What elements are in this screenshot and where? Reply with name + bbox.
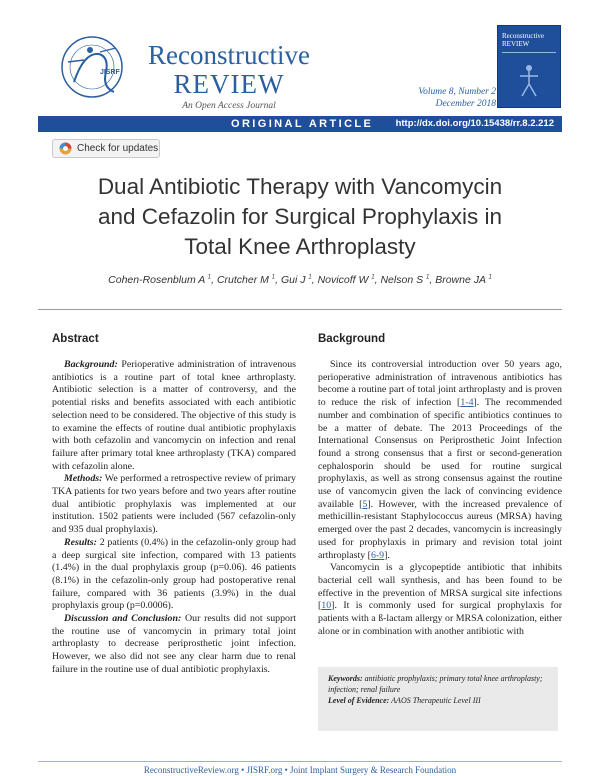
title-line3: Total Knee Arthroplasty (184, 234, 416, 259)
methods-label: Methods: (64, 473, 103, 485)
background-heading: Background (318, 333, 386, 345)
reference-link[interactable]: 5 (362, 498, 368, 510)
background-body (318, 359, 562, 638)
author-name: Browne JA $^1$ (435, 274, 492, 286)
evidence-label: Level of Evidence: (328, 696, 390, 705)
author-affiliation: 1 (426, 274, 430, 281)
background-paragraph-1: Since its controversial introduction over 50 years ago, perioperative administration of intravenous antibiotics has become a routine part of total joint arthroplasty and is proven to reduce the risk of infection [1-4]. The recommended number and combination of specific antibiotics continues to be a matter of debate. The 2013 Proceedings of the International Consensus on Periprosthetic Joint Infection found a strong consensus that a first or second-generation cephalosporin should be used for routine surgical prophylaxis, as well as strong consensus against the routine use of vancomycin given the lack of convincing evidence available [5]. However, with the increased prevalence of methicillin-resistant Staphylococcus aureus (MRSA) having emerged over the past 2 decades, vancomycin is increasingly used for prophylaxis in primary and revision total joint arthroplasty [6-9]. (318, 359, 562, 561)
evidence-text: AAOS Therapeutic Level III (389, 696, 481, 705)
journal-cover-thumbnail (497, 25, 561, 108)
divider (38, 309, 562, 310)
keywords-box (318, 667, 558, 731)
journal-name-line2: REVIEW (173, 69, 285, 99)
volume-info (390, 86, 496, 110)
abstract-heading: Abstract (52, 333, 99, 345)
doi-link[interactable]: http://dx.doi.org/10.15438/rr.8.2.212 (395, 118, 554, 129)
abstract-results: Results: 2 patients (0.4%) in the cefazolin-only group had a deep surgical site infection, compared with 13 patients (1.4%) in the dual prophylaxis group (p=0.06). 46 patients (8.1%) in the cefazolin-only group had postoperative renal failure, compared with 36 patients (3.9%) in the dual prophylaxis group (p=0.0006). (52, 536, 296, 612)
abstract-background: Background: Perioperative administration of intravenous antibiotics is a routine part of total knee arthroplasty. Antibiotic selection is a matter of controversy, and the potential risks and benefits associated with each antibiotic selection need to be considered. The objective of this study is to examine the effects of routine dual antibiotic prophylaxis with both cefazolin and vancomycin on infection and renal failure after primary total knee arthroplasty (TKA) compared with cefazolin alone. (52, 359, 296, 472)
author-affiliation: 1 (308, 274, 312, 281)
cover-title-line1: Reconstructive (502, 32, 544, 40)
jisrf-logo (54, 32, 134, 102)
author-name: Novicoff W $^1$ (317, 274, 375, 286)
article-title (60, 172, 540, 262)
journal-masthead (134, 40, 324, 112)
reference-link[interactable]: 10 (321, 600, 332, 612)
journal-subtitle: An Open Access Journal (182, 101, 276, 111)
author-affiliation: 1 (271, 274, 276, 281)
title-line2: and Cefazolin for Surgical Prophylaxis in (98, 204, 502, 229)
background-label: Background: (64, 359, 118, 370)
reference-link[interactable]: 1-4 (460, 397, 474, 409)
cover-title-line2: REVIEW (502, 40, 530, 48)
author-affiliation: 1 (207, 274, 212, 281)
background-paragraph-2: Vancomycin is a glycopeptide antibiotic that inhibits bacterial cell wall synthesis, and has been found to be effective in the prevention of MRSA surgical site infections [10]. It is commonly used for surgical prophylaxis for patients with a ß-lactam allergy or MRSA colonization, either alone or in combination with another antibiotic with (318, 562, 562, 637)
author-name: Crutcher M $^1$ (216, 274, 276, 286)
footer-links[interactable]: ReconstructiveReview.org • JISRF.org • Joint Implant Surgery & Research Foundation (143, 765, 457, 775)
issue-date: December 2018 (435, 99, 496, 109)
check-updates-label: Check for updates (77, 143, 159, 154)
title-line1: Dual Antibiotic Therapy with Vancomycin (97, 174, 503, 199)
footer-divider (38, 761, 562, 762)
logo-text: JISRF (100, 69, 120, 76)
abstract-methods: Methods: We performed a retrospective review of primary TKA patients for two years before and two years after routine dual antibiotic prophylaxis was implemented at our institution. 1502 patients were included (567 cefazolin-only and 935 dual prophylaxis). (52, 473, 296, 536)
results-label: Results: (64, 536, 97, 548)
volume-number: Volume 8, Number 2 (418, 87, 496, 97)
discussion-label: Discussion and Conclusion: (64, 613, 182, 625)
author-name: Cohen-Rosenblum A $^1$ (108, 274, 212, 286)
reference-link[interactable]: 6-9 (370, 549, 385, 561)
cover-figure-icon (512, 62, 546, 100)
journal-name-line1: Reconstructive (148, 40, 310, 70)
abstract-discussion: Discussion and Conclusion: Our results did not support the routine use of vancomycin in primary total joint arthroplasty to decrease periprosthetic joint infection. However, we also did not see any clear harm due to renal failure in the routine use of dual antibiotic prophylaxis. (52, 613, 296, 675)
author-name: Gui J $^1$ (280, 274, 312, 286)
section-label: ORIGINAL ARTICLE (231, 118, 374, 130)
keywords-label: Keywords: (328, 674, 363, 683)
author-list: Cohen-Rosenblum A $^1$, Crutcher M $^1$, Gui J $^1$, Novicoff W $^1$, Nelson S $^1$, Browne JA $^1$ (108, 274, 492, 286)
crossmark-icon (59, 142, 72, 155)
author-affiliation: 1 (488, 274, 492, 281)
keywords-text: antibiotic prophylaxis; primary total knee arthroplasty; infection; renal failure (328, 674, 543, 694)
author-name: Nelson S $^1$ (380, 274, 430, 286)
article-type-bar (38, 116, 562, 132)
abstract-body (52, 359, 296, 677)
check-for-updates-button[interactable] (52, 139, 160, 158)
author-affiliation: 1 (371, 274, 375, 281)
